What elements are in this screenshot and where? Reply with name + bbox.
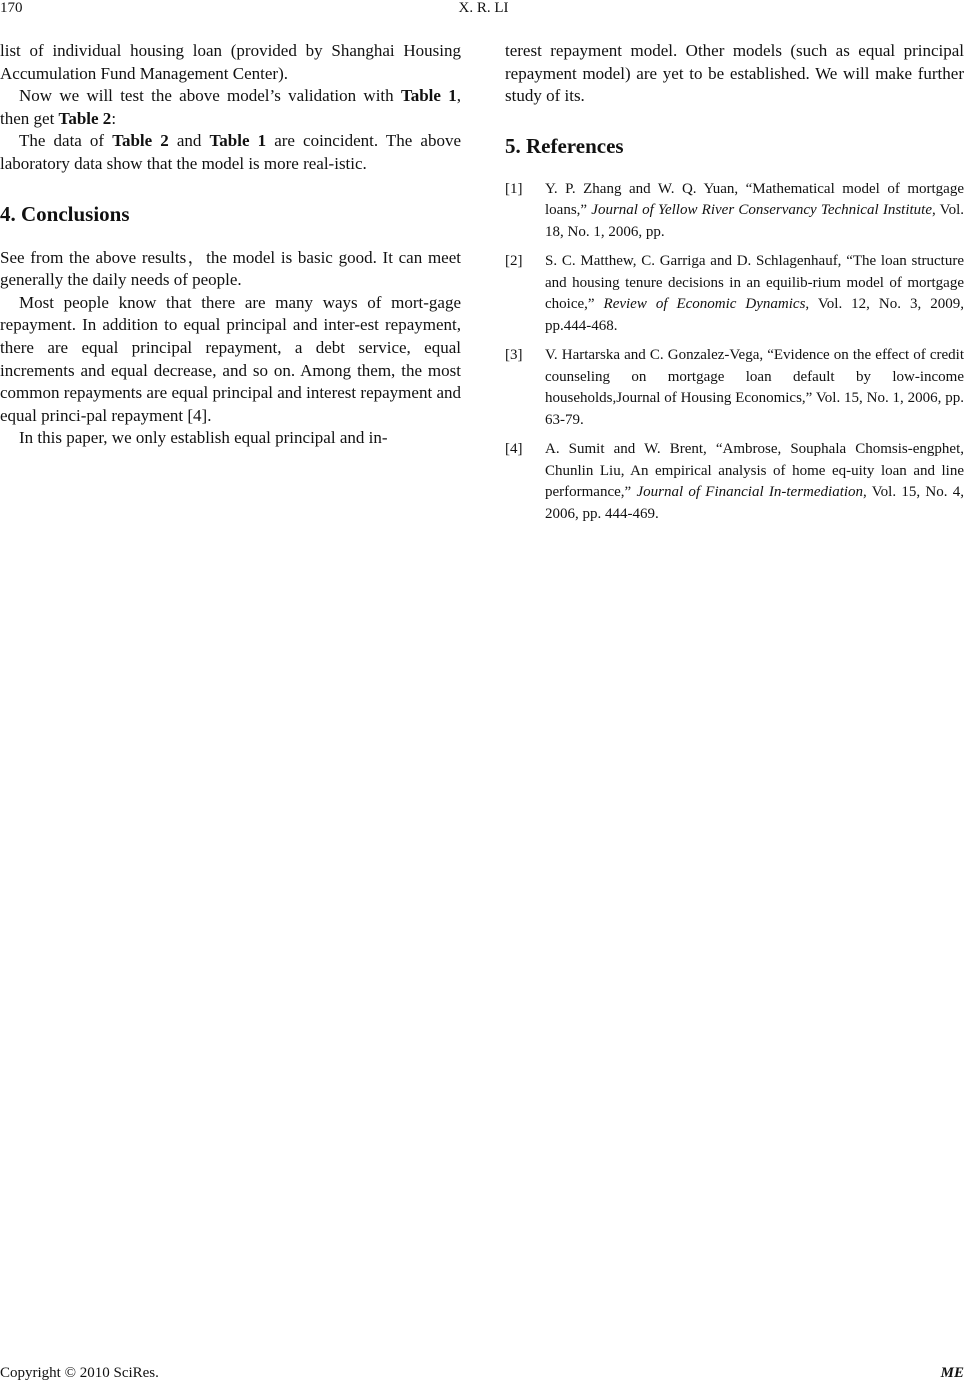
paragraph: Most people know that there are many ways of mort-gage repayment. In addition to equal principal and inter-est repayment, there are equal principal repayment, a debt service, equal increments and equal decrease, and so on. Among them, the most common repayments are equal principal and interest repayment and equal princi-pal repayment [4].: [0, 292, 461, 425]
journal-title: Journal of Financial In-termediation: [636, 484, 864, 501]
paragraph: list of individual housing loan (provided by Shanghai Housing Accumulation Fund Management Center).: [0, 41, 461, 83]
reference-text: A. Sumit and W. Brent, “Ambrose, Souphala Chomsis-engphet, Chunlin Liu, An empirical analysis of home eq-uity loan and line performance,” Journal of Financial In-termediation, Vol. 15, No. 4, 2006, pp. 444-469.: [545, 441, 964, 522]
table-ref: Table 2: [58, 108, 112, 128]
reference-item: [505, 179, 964, 244]
reference-number: [3]: [505, 347, 523, 364]
copyright-footer: Copyright © 2010 SciRes.: [0, 1365, 159, 1381]
paragraph: In this paper, we only establish equal principal and in-: [19, 428, 388, 448]
table-ref: Table 1: [400, 86, 457, 106]
section-heading: 4. Conclusions: [0, 201, 130, 226]
paragraph: The data of Table 2 and Table 1 are coincident. The above laboratory data show that the model is more real-istic.: [0, 131, 461, 173]
paragraph: See from the above results，the model is basic good. It can meet generally the daily needs of people.: [0, 247, 461, 290]
journal-abbreviation: ME: [940, 1365, 964, 1381]
reference-item: [505, 345, 964, 431]
running-head-author: X. R. LI: [458, 0, 509, 16]
reference-list: [505, 179, 964, 526]
paragraph: Now we will test the above model’s validation with Table 1, then get Table 2:: [0, 86, 461, 128]
reference-text: Y. P. Zhang and W. Q. Yuan, “Mathematical model of mortgage loans,” Journal of Yellow River Conservancy Technical Institute, Vol. 18, No. 1, 2006, pp.: [545, 180, 964, 240]
journal-title: Review of Economic Dynamics: [603, 296, 806, 313]
reference-text: V. Hartarska and C. Gonzalez-Vega, “Evidence on the effect of credit counseling on mortgage loan default by low-income households,Journal of Housing Economics,” Vol. 15, No. 1, 2006, pp. 63-79.: [545, 347, 964, 428]
section-heading: 5. References: [505, 133, 624, 158]
journal-title: Journal of Yellow River Conservancy Technical Institute: [591, 202, 932, 219]
reference-number: [2]: [505, 253, 523, 270]
table-ref: Table 1: [209, 131, 267, 151]
page-number: 170: [0, 0, 23, 16]
reference-item: [505, 439, 964, 525]
reference-number: [4]: [505, 441, 523, 458]
right-column: [505, 40, 964, 533]
paragraph: terest repayment model. Other models (such as equal principal repayment model) are yet to be established. We will make further study of its.: [505, 41, 964, 106]
reference-number: [1]: [505, 180, 523, 197]
reference-text: S. C. Matthew, C. Garriga and D. Schlagenhauf, “The loan structure and housing tenure decisions in an equilib-rium model of mortgage choice,” Review of Economic Dynamics, Vol. 12, No. 3, 2009, pp.444-468.: [545, 253, 964, 334]
table-ref: Table 2: [112, 131, 169, 151]
reference-item: [505, 251, 964, 337]
left-column: [0, 40, 461, 450]
